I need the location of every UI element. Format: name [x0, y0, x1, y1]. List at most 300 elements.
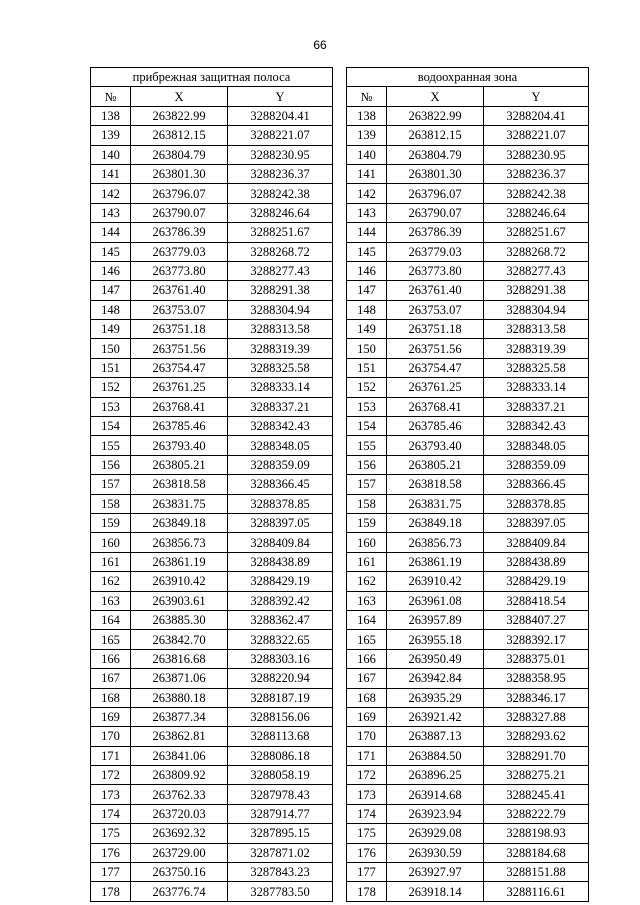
- cell-x: 263903.61: [131, 591, 228, 610]
- table-row: [91, 261, 333, 280]
- cell-y: 3288397.05: [228, 513, 333, 532]
- cell-x: 263773.80: [387, 261, 484, 280]
- cell-x: 263849.18: [131, 513, 228, 532]
- table-row: [347, 669, 589, 688]
- table-row: [347, 824, 589, 843]
- cell-number: 175: [91, 824, 131, 843]
- table-row: [347, 378, 589, 397]
- cell-x: 263751.18: [131, 320, 228, 339]
- cell-number: 150: [91, 339, 131, 358]
- cell-y: 3288275.21: [484, 766, 589, 785]
- table-row: [91, 184, 333, 203]
- table-row: [347, 417, 589, 436]
- table-row: [347, 455, 589, 474]
- cell-x: 263805.21: [387, 455, 484, 474]
- cell-number: 138: [91, 106, 131, 125]
- cell-number: 148: [347, 300, 387, 319]
- cell-x: 263849.18: [387, 513, 484, 532]
- cell-x: 263729.00: [131, 843, 228, 862]
- cell-x: 263761.25: [387, 378, 484, 397]
- cell-number: 139: [91, 126, 131, 145]
- cell-number: 178: [91, 882, 131, 901]
- cell-y: 3288220.94: [228, 669, 333, 688]
- cell-number: 170: [91, 727, 131, 746]
- cell-y: 3288291.70: [484, 746, 589, 765]
- table-row: [347, 843, 589, 862]
- cell-y: 3288303.16: [228, 649, 333, 668]
- cell-x: 263885.30: [131, 610, 228, 629]
- cell-number: 177: [347, 863, 387, 882]
- column-header-y: Y: [484, 87, 589, 106]
- cell-x: 263950.49: [387, 649, 484, 668]
- cell-y: 3288293.62: [484, 727, 589, 746]
- cell-x: 263812.15: [387, 126, 484, 145]
- cell-x: 263754.47: [131, 358, 228, 377]
- cell-y: 3288409.84: [484, 533, 589, 552]
- cell-x: 263761.25: [131, 378, 228, 397]
- table-title-row: [347, 68, 589, 87]
- table-row: [91, 591, 333, 610]
- cell-y: 3288242.38: [228, 184, 333, 203]
- table-row: [347, 436, 589, 455]
- cell-number: 144: [347, 223, 387, 242]
- cell-number: 172: [91, 766, 131, 785]
- cell-y: 3288342.43: [228, 417, 333, 436]
- cell-number: 152: [91, 378, 131, 397]
- table-row: [91, 300, 333, 319]
- table-row: [347, 688, 589, 707]
- table-row: [347, 804, 589, 823]
- cell-y: 3287871.02: [228, 843, 333, 862]
- cell-y: 3288366.45: [228, 475, 333, 494]
- cell-x: 263751.56: [131, 339, 228, 358]
- coastal-protection-strip-table: [90, 67, 333, 902]
- table-row: [91, 223, 333, 242]
- cell-x: 263761.40: [387, 281, 484, 300]
- table-row: [347, 203, 589, 222]
- cell-x: 263790.07: [131, 203, 228, 222]
- cell-x: 263929.08: [387, 824, 484, 843]
- table-row: [91, 378, 333, 397]
- table-row: [347, 184, 589, 203]
- cell-number: 145: [91, 242, 131, 261]
- cell-x: 263753.07: [387, 300, 484, 319]
- table-title: водоохранная зона: [347, 68, 589, 87]
- cell-number: 164: [91, 610, 131, 629]
- cell-y: 3288291.38: [228, 281, 333, 300]
- cell-x: 263914.68: [387, 785, 484, 804]
- table-row: [347, 785, 589, 804]
- table-header-row: [91, 87, 333, 106]
- cell-x: 263887.13: [387, 727, 484, 746]
- cell-x: 263910.42: [387, 572, 484, 591]
- cell-y: 3287895.15: [228, 824, 333, 843]
- column-header-number: №: [91, 87, 131, 106]
- cell-x: 263785.46: [131, 417, 228, 436]
- cell-number: 165: [91, 630, 131, 649]
- cell-y: 3288409.84: [228, 533, 333, 552]
- cell-x: 263796.07: [387, 184, 484, 203]
- cell-number: 160: [91, 533, 131, 552]
- cell-x: 263750.16: [131, 863, 228, 882]
- cell-y: 3288304.94: [228, 300, 333, 319]
- table-row: [347, 223, 589, 242]
- cell-number: 174: [91, 804, 131, 823]
- table-row: [347, 126, 589, 145]
- cell-number: 163: [91, 591, 131, 610]
- table-title: прибрежная защитная полоса: [91, 68, 333, 87]
- cell-x: 263804.79: [131, 145, 228, 164]
- cell-number: 140: [91, 145, 131, 164]
- cell-x: 263942.84: [387, 669, 484, 688]
- cell-number: 143: [347, 203, 387, 222]
- cell-y: 3288230.95: [228, 145, 333, 164]
- cell-y: 3288313.58: [484, 320, 589, 339]
- table-row: [91, 436, 333, 455]
- cell-x: 263790.07: [387, 203, 484, 222]
- cell-number: 175: [347, 824, 387, 843]
- page-number: 66: [313, 38, 327, 52]
- cell-number: 138: [347, 106, 387, 125]
- table-row: [91, 804, 333, 823]
- table-row: [347, 649, 589, 668]
- cell-y: 3288358.95: [484, 669, 589, 688]
- cell-y: 3288418.54: [484, 591, 589, 610]
- table-row: [347, 300, 589, 319]
- cell-number: 168: [347, 688, 387, 707]
- cell-y: 3288313.58: [228, 320, 333, 339]
- cell-y: 3288184.68: [484, 843, 589, 862]
- cell-number: 154: [91, 417, 131, 436]
- cell-x: 263786.39: [131, 223, 228, 242]
- cell-y: 3288378.85: [484, 494, 589, 513]
- table-row: [347, 882, 589, 901]
- cell-x: 263751.18: [387, 320, 484, 339]
- cell-number: 158: [91, 494, 131, 513]
- cell-x: 263861.19: [387, 552, 484, 571]
- table-row: [347, 475, 589, 494]
- cell-number: 157: [91, 475, 131, 494]
- cell-number: 149: [347, 320, 387, 339]
- cell-y: 3288348.05: [228, 436, 333, 455]
- table-row: [91, 572, 333, 591]
- table-row: [347, 281, 589, 300]
- column-header-x: X: [387, 87, 484, 106]
- cell-number: 164: [347, 610, 387, 629]
- table-row: [347, 552, 589, 571]
- cell-number: 150: [347, 339, 387, 358]
- cell-x: 263786.39: [387, 223, 484, 242]
- cell-y: 3288245.41: [484, 785, 589, 804]
- cell-number: 169: [91, 707, 131, 726]
- cell-y: 3288251.67: [484, 223, 589, 242]
- cell-number: 157: [347, 475, 387, 494]
- cell-y: 3288429.19: [228, 572, 333, 591]
- cell-x: 263793.40: [387, 436, 484, 455]
- cell-number: 167: [91, 669, 131, 688]
- cell-y: 3288268.72: [484, 242, 589, 261]
- cell-y: 3288246.64: [228, 203, 333, 222]
- cell-number: 160: [347, 533, 387, 552]
- cell-y: 3288333.14: [228, 378, 333, 397]
- cell-x: 263884.50: [387, 746, 484, 765]
- table-header-row: [347, 87, 589, 106]
- cell-number: 159: [347, 513, 387, 532]
- cell-y: 3288221.07: [228, 126, 333, 145]
- cell-y: 3288246.64: [484, 203, 589, 222]
- cell-x: 263822.99: [387, 106, 484, 125]
- cell-x: 263877.34: [131, 707, 228, 726]
- cell-number: 141: [347, 164, 387, 183]
- table-row: [347, 339, 589, 358]
- cell-y: 3288342.43: [484, 417, 589, 436]
- table-row: [347, 242, 589, 261]
- cell-x: 263768.41: [131, 397, 228, 416]
- table-row: [347, 630, 589, 649]
- cell-number: 177: [91, 863, 131, 882]
- cell-x: 263773.80: [131, 261, 228, 280]
- table-row: [91, 106, 333, 125]
- cell-x: 263809.92: [131, 766, 228, 785]
- cell-y: 3288251.67: [228, 223, 333, 242]
- cell-number: 139: [347, 126, 387, 145]
- cell-number: 168: [91, 688, 131, 707]
- table-row: [347, 572, 589, 591]
- cell-x: 263805.21: [131, 455, 228, 474]
- cell-y: 3287843.23: [228, 863, 333, 882]
- cell-x: 263796.07: [131, 184, 228, 203]
- cell-number: 146: [347, 261, 387, 280]
- table-row: [91, 649, 333, 668]
- cell-y: 3288429.19: [484, 572, 589, 591]
- cell-number: 141: [91, 164, 131, 183]
- cell-y: 3287783.50: [228, 882, 333, 901]
- cell-y: 3288058.19: [228, 766, 333, 785]
- cell-number: 140: [347, 145, 387, 164]
- cell-x: 263910.42: [131, 572, 228, 591]
- cell-x: 263822.99: [131, 106, 228, 125]
- table-row: [347, 727, 589, 746]
- table-row: [347, 746, 589, 765]
- cell-x: 263753.07: [131, 300, 228, 319]
- cell-y: 3288407.27: [484, 610, 589, 629]
- table-row: [91, 513, 333, 532]
- cell-y: 3288204.41: [228, 106, 333, 125]
- table-row: [91, 785, 333, 804]
- cell-number: 161: [91, 552, 131, 571]
- cell-y: 3288291.38: [484, 281, 589, 300]
- cell-y: 3288362.47: [228, 610, 333, 629]
- cell-x: 263871.06: [131, 669, 228, 688]
- column-header-x: X: [131, 87, 228, 106]
- table-row: [91, 126, 333, 145]
- table-row: [347, 863, 589, 882]
- table-row: [91, 242, 333, 261]
- cell-x: 263761.40: [131, 281, 228, 300]
- table-row: [91, 455, 333, 474]
- table-row: [91, 320, 333, 339]
- cell-x: 263880.18: [131, 688, 228, 707]
- cell-y: 3288359.09: [228, 455, 333, 474]
- cell-x: 263812.15: [131, 126, 228, 145]
- cell-x: 263921.42: [387, 707, 484, 726]
- cell-number: 147: [347, 281, 387, 300]
- cell-number: 178: [347, 882, 387, 901]
- table-row: [91, 669, 333, 688]
- cell-number: 151: [347, 358, 387, 377]
- cell-y: 3288325.58: [484, 358, 589, 377]
- table-row: [91, 843, 333, 862]
- cell-number: 159: [91, 513, 131, 532]
- cell-y: 3288438.89: [484, 552, 589, 571]
- cell-y: 3288325.58: [228, 358, 333, 377]
- cell-x: 263804.79: [387, 145, 484, 164]
- cell-x: 263856.73: [131, 533, 228, 552]
- cell-x: 263831.75: [131, 494, 228, 513]
- cell-y: 3288319.39: [484, 339, 589, 358]
- cell-number: 166: [91, 649, 131, 668]
- cell-number: 176: [347, 843, 387, 862]
- column-header-y: Y: [228, 87, 333, 106]
- cell-number: 148: [91, 300, 131, 319]
- cell-x: 263927.97: [387, 863, 484, 882]
- cell-x: 263961.08: [387, 591, 484, 610]
- coordinate-tables: [90, 67, 589, 902]
- cell-y: 3288392.42: [228, 591, 333, 610]
- cell-number: 173: [91, 785, 131, 804]
- cell-y: 3288304.94: [484, 300, 589, 319]
- cell-number: 172: [347, 766, 387, 785]
- water-protection-zone-table: [346, 67, 589, 902]
- table-row: [347, 591, 589, 610]
- table-row: [91, 863, 333, 882]
- cell-x: 263754.47: [387, 358, 484, 377]
- cell-y: 3288268.72: [228, 242, 333, 261]
- cell-number: 174: [347, 804, 387, 823]
- cell-number: 163: [347, 591, 387, 610]
- table-row: [91, 727, 333, 746]
- cell-y: 3288337.21: [484, 397, 589, 416]
- cell-number: 152: [347, 378, 387, 397]
- cell-y: 3287978.43: [228, 785, 333, 804]
- table-row: [91, 339, 333, 358]
- table-row: [91, 824, 333, 843]
- cell-x: 263785.46: [387, 417, 484, 436]
- cell-y: 3288086.18: [228, 746, 333, 765]
- cell-x: 263816.68: [131, 649, 228, 668]
- table-row: [91, 358, 333, 377]
- table-row: [91, 475, 333, 494]
- cell-number: 144: [91, 223, 131, 242]
- table-row: [91, 766, 333, 785]
- cell-number: 155: [347, 436, 387, 455]
- table-row: [347, 610, 589, 629]
- cell-x: 263957.89: [387, 610, 484, 629]
- cell-number: 171: [347, 746, 387, 765]
- cell-y: 3288378.85: [228, 494, 333, 513]
- cell-number: 155: [91, 436, 131, 455]
- cell-y: 3288204.41: [484, 106, 589, 125]
- cell-x: 263856.73: [387, 533, 484, 552]
- cell-x: 263841.06: [131, 746, 228, 765]
- cell-y: 3288277.43: [484, 261, 589, 280]
- cell-number: 153: [91, 397, 131, 416]
- table-row: [91, 494, 333, 513]
- table-row: [347, 261, 589, 280]
- table-row: [91, 397, 333, 416]
- cell-x: 263896.25: [387, 766, 484, 785]
- cell-x: 263862.81: [131, 727, 228, 746]
- cell-number: 143: [91, 203, 131, 222]
- cell-y: 3288346.17: [484, 688, 589, 707]
- cell-number: 165: [347, 630, 387, 649]
- cell-y: 3288187.19: [228, 688, 333, 707]
- cell-number: 153: [347, 397, 387, 416]
- cell-x: 263751.56: [387, 339, 484, 358]
- cell-y: 3288375.01: [484, 649, 589, 668]
- table-row: [347, 320, 589, 339]
- cell-y: 3287914.77: [228, 804, 333, 823]
- cell-number: 147: [91, 281, 131, 300]
- cell-number: 173: [347, 785, 387, 804]
- cell-number: 167: [347, 669, 387, 688]
- table-row: [347, 358, 589, 377]
- cell-number: 156: [91, 455, 131, 474]
- cell-y: 3288337.21: [228, 397, 333, 416]
- table-row: [91, 610, 333, 629]
- cell-y: 3288113.68: [228, 727, 333, 746]
- cell-number: 154: [347, 417, 387, 436]
- cell-number: 162: [347, 572, 387, 591]
- cell-y: 3288236.37: [484, 164, 589, 183]
- cell-y: 3288348.05: [484, 436, 589, 455]
- table-row: [91, 145, 333, 164]
- cell-y: 3288359.09: [484, 455, 589, 474]
- table-row: [91, 417, 333, 436]
- cell-x: 263776.74: [131, 882, 228, 901]
- table-row: [347, 707, 589, 726]
- cell-x: 263720.03: [131, 804, 228, 823]
- cell-y: 3288156.06: [228, 707, 333, 726]
- cell-number: 170: [347, 727, 387, 746]
- cell-x: 263793.40: [131, 436, 228, 455]
- table-row: [91, 281, 333, 300]
- cell-x: 263801.30: [131, 164, 228, 183]
- table-row: [347, 766, 589, 785]
- table-row: [347, 397, 589, 416]
- cell-y: 3288151.88: [484, 863, 589, 882]
- cell-number: 146: [91, 261, 131, 280]
- cell-x: 263935.29: [387, 688, 484, 707]
- cell-x: 263842.70: [131, 630, 228, 649]
- table-row: [347, 533, 589, 552]
- cell-x: 263955.18: [387, 630, 484, 649]
- cell-y: 3288222.79: [484, 804, 589, 823]
- cell-y: 3288277.43: [228, 261, 333, 280]
- cell-x: 263801.30: [387, 164, 484, 183]
- cell-number: 169: [347, 707, 387, 726]
- cell-x: 263818.58: [387, 475, 484, 494]
- cell-x: 263831.75: [387, 494, 484, 513]
- cell-x: 263768.41: [387, 397, 484, 416]
- table-row: [91, 746, 333, 765]
- cell-number: 162: [91, 572, 131, 591]
- table-row: [91, 688, 333, 707]
- cell-y: 3288116.61: [484, 882, 589, 901]
- cell-y: 3288333.14: [484, 378, 589, 397]
- table-row: [347, 494, 589, 513]
- cell-number: 166: [347, 649, 387, 668]
